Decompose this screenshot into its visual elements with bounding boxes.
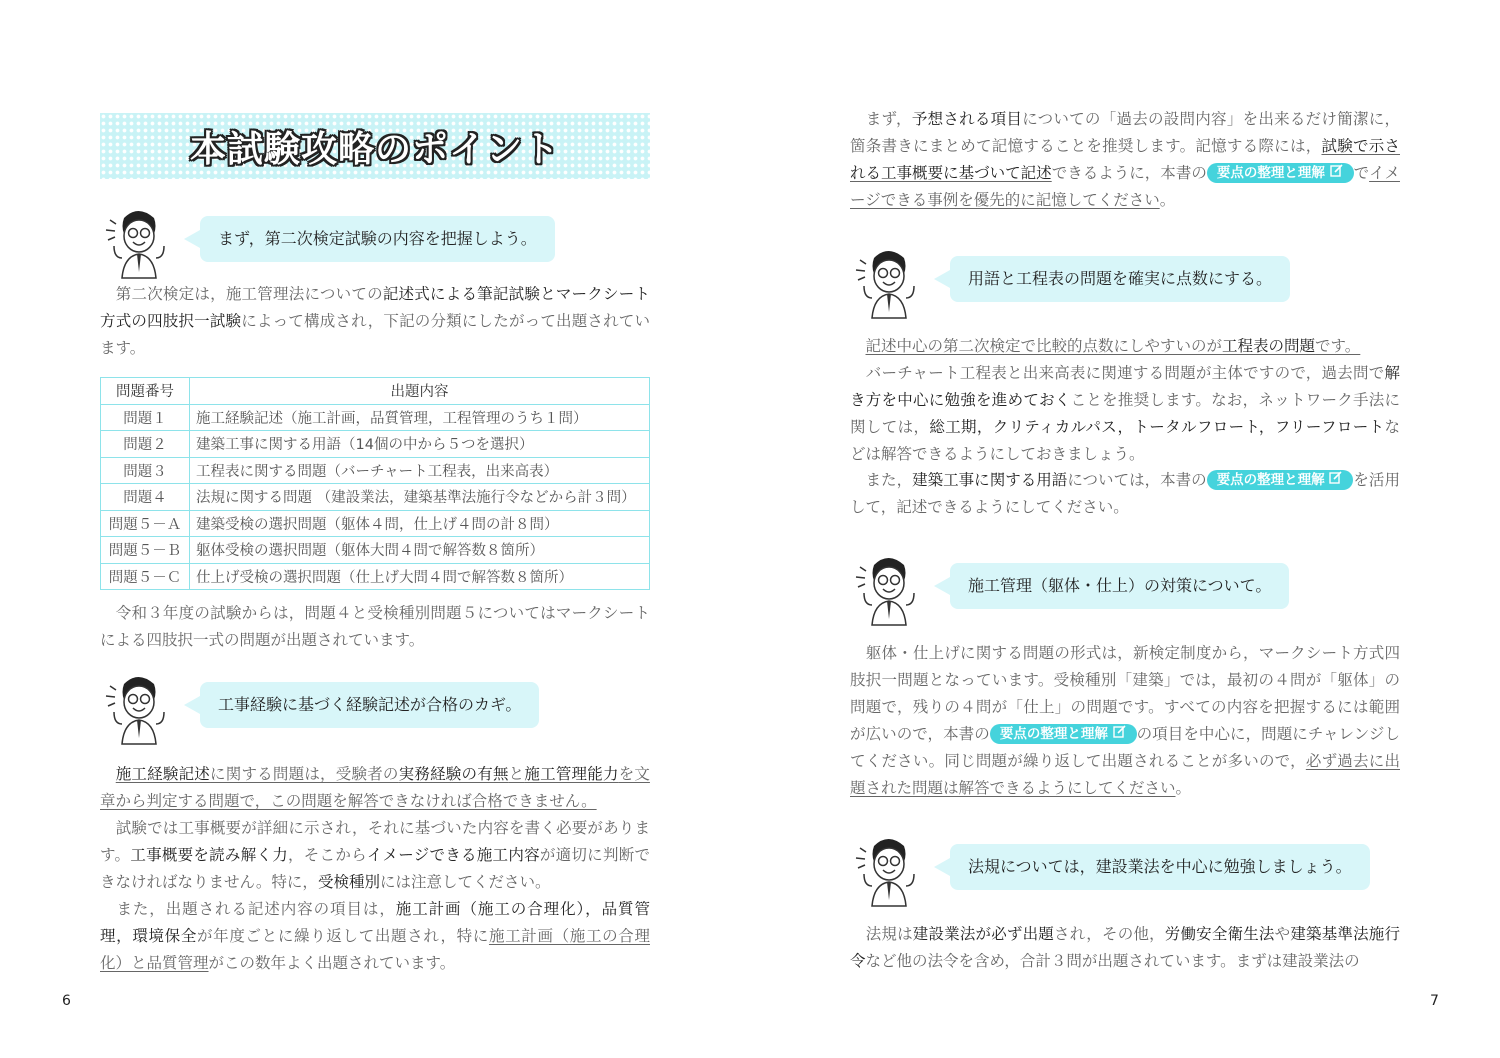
right-page	[750, 0, 1500, 1058]
paragraph: 令和３年度の試験からは，問題４と受検種別問題５についてはマークシートによる四肢択一式の問題が出題されています。	[100, 604, 650, 649]
table-cell: 建築受検の選択問題（躯体４問，仕上げ４問の計８問）	[190, 510, 650, 537]
section-heading	[850, 547, 1400, 627]
summary-section-badge: 要点の整理と理解	[1207, 470, 1354, 490]
table-cell: 問題５－Ｂ	[101, 537, 190, 564]
paragraph: 法規は建設業法が必ず出題され，その他，労働安全衛生法や建築基準法施行令など他の法令を含め，合計３問が出題されています。まずは建設業法の	[850, 925, 1400, 970]
page-number: 6	[62, 993, 71, 1009]
table-header: 問題番号	[101, 378, 190, 405]
table-row	[101, 457, 650, 484]
paragraph: 第二次検定は，施工管理法についての記述式による筆記試験とマークシート方式の四肢択一試験によって構成され，下記の分類にしたがって出題されています。	[100, 285, 650, 357]
edit-note-icon	[1329, 471, 1343, 484]
page-number: 7	[1430, 993, 1439, 1009]
table-row	[101, 537, 650, 564]
paragraph: バーチャート工程表と出来高表に関連する問題が主体ですので，過去問で解き方を中心に勉強を進めておくことを推奨します。なお，ネットワーク手法に関しては，総工期，クリティカルパス，トータルフロート，フリーフロートなどは解答できるようにしておきましょう。	[850, 364, 1400, 463]
paragraph: また，出題される記述内容の項目は，施工計画（施工の合理化），品質管理，環境保全が年度ごとに繰り返して出題され，特に施工計画（施工の合理化）と品質管理がこの数年よく出題されています。	[100, 900, 650, 972]
table-row	[101, 404, 650, 431]
paragraph: 記述中心の第二次検定で比較的点数にしやすいのが工程表の問題です。	[865, 337, 1361, 355]
section-heading	[100, 666, 650, 746]
cartoon-man-icon	[100, 200, 180, 280]
table-row	[101, 484, 650, 511]
table-cell: 問題１	[101, 404, 190, 431]
paragraph: また，建築工事に関する用語については，本書の 要点の整理と理解 を活用して，記述できるようにしてください。	[850, 471, 1400, 516]
cartoon-man-icon	[850, 547, 930, 627]
heading-bubble: 用語と工程表の問題を確実に点数にする。	[950, 256, 1290, 302]
heading-bubble: まず，第二次検定試験の内容を把握しよう。	[200, 216, 555, 262]
table-cell: 問題３	[101, 457, 190, 484]
table-cell: 問題５－Ｃ	[101, 563, 190, 590]
paragraph: 試験では工事概要が詳細に示され，それに基づいた内容を書く必要があります。工事概要を読み解く力，そこからイメージできる施工内容が適切に判断できなければなりません。特に，受検種別には注意してください。	[100, 819, 650, 891]
table-cell: 問題４	[101, 484, 190, 511]
edit-note-icon	[1330, 164, 1344, 177]
title-banner	[100, 113, 650, 179]
table-cell: 施工経験記述（施工計画，品質管理，工程管理のうち１問）	[190, 404, 650, 431]
table-row	[101, 563, 650, 590]
heading-bubble: 法規については，建設業法を中心に勉強しましょう。	[950, 844, 1370, 890]
heading-bubble: 施工管理（躯体・仕上）の対策について。	[950, 563, 1289, 609]
cartoon-man-icon	[850, 240, 930, 320]
summary-section-badge: 要点の整理と理解	[1207, 163, 1354, 183]
table-row	[101, 431, 650, 458]
table-row	[101, 510, 650, 537]
table-header: 出題内容	[190, 378, 650, 405]
table-cell: 建築工事に関する用語（14個の中から５つを選択）	[190, 431, 650, 458]
banner-title: 本試験攻略のポイント	[189, 129, 560, 170]
section-heading	[100, 200, 650, 280]
table-cell: 躯体受検の選択問題（躯体大問４問で解答数８箇所）	[190, 537, 650, 564]
table-cell: 仕上げ受検の選択問題（仕上げ大問４問で解答数８箇所）	[190, 563, 650, 590]
table-cell: 問題５－Ａ	[101, 510, 190, 537]
table-cell: 法規に関する問題 （建設業法，建築基準法施行令などから計３問）	[190, 484, 650, 511]
summary-section-badge: 要点の整理と理解	[990, 724, 1137, 744]
paragraph: 施工経験記述に関する問題は，受験者の実務経験の有無と施工管理能力を文章から判定する問題で，この問題を解答できなければ合格できません。	[100, 765, 650, 810]
cartoon-man-icon	[850, 828, 930, 908]
cartoon-man-icon	[100, 666, 180, 746]
section-heading	[850, 828, 1400, 908]
paragraph: まず，予想される項目についての「過去の設問内容」を出来るだけ簡潔に，箇条書きにまとめて記憶することを推奨します。記憶する際には，試験で示される工事概要に基づいて記述できるように，本書の 要点の整理と理解 でイメージできる事例を優先的に記憶してください。	[850, 110, 1400, 209]
paragraph: 躯体・仕上げに関する問題の形式は，新検定制度から，マークシート方式四肢択一問題となっています。受検種別「建築」では，最初の４問が「躯体」の問題で，残りの４問が「仕上」の問題です。すべての内容を把握するには範囲が広いので，本書の 要点の整理と理解 の項目を中心に，問題にチャレンジしてください。同じ問題が繰り返して出題されることが多いので，必ず過去に出題された問題は解答できるようにしてください。	[850, 644, 1400, 797]
edit-note-icon	[1113, 725, 1127, 738]
table-cell: 工程表に関する問題（バーチャート工程表，出来高表）	[190, 457, 650, 484]
heading-bubble: 工事経験に基づく経験記述が合格のカギ。	[200, 682, 539, 728]
question-table	[100, 377, 650, 590]
section-heading	[850, 240, 1400, 320]
table-cell: 問題２	[101, 431, 190, 458]
